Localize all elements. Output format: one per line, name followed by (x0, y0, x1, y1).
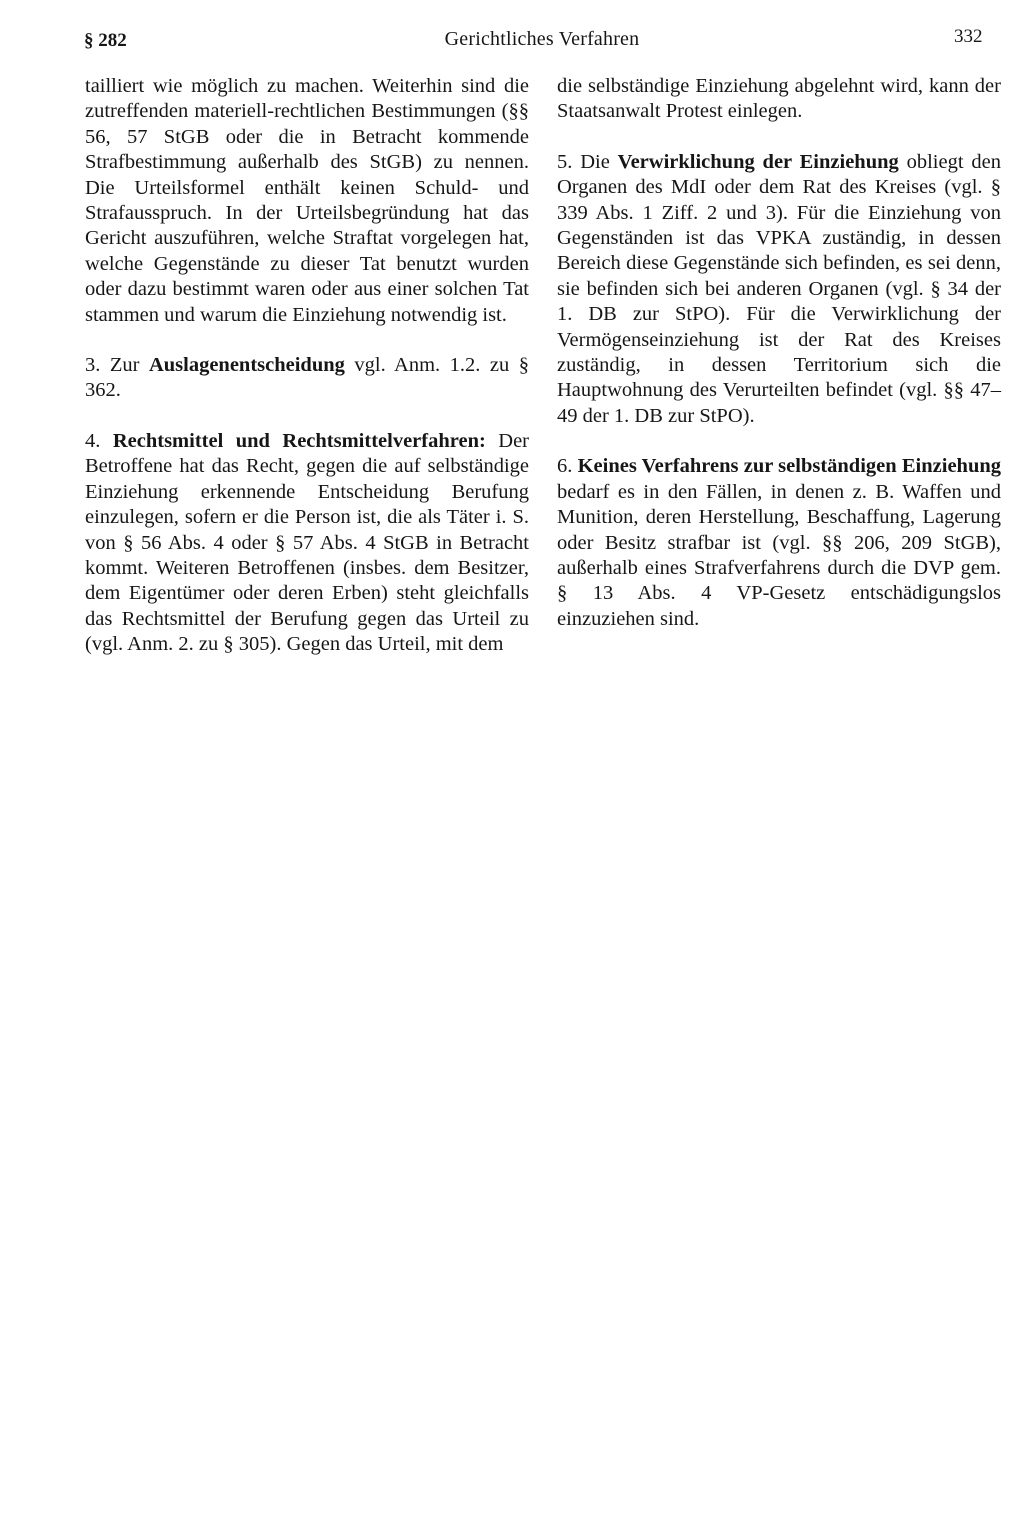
right-column (557, 74, 1001, 632)
paragraph-text: obliegt den Organen des MdI oder dem Rat des Kreises (vgl. § 339 Abs. 1 Ziff. 2 und 3). Für die Einziehung von Gegenständen ist das VPKA zuständig, in dessen Bereich diese Gegenstände sich befinden, es sei denn, sie befinden sich bei anderen Organen (vgl. § 34 der 1. DB zur StPO). Für die Verwirklichung der Vermögenseinziehung ist der Rat des Kreises zuständig, in dessen Territorium sich die Hauptwohnung des Verurteilten befindet (vgl. §§ 47–49 der 1. DB zur StPO). (557, 150, 1001, 427)
paragraph-number: 4. (85, 429, 113, 452)
paragraph-text: die selbständige Einziehung abgelehnt wird, kann der Staatsanwalt Protest einlegen. (557, 75, 1001, 123)
paragraph-heading: Keines Verfahrens zur selbständigen Einziehung (577, 455, 1001, 478)
paragraph-continuation (557, 74, 1001, 125)
paragraph-number: 6. (557, 455, 578, 478)
paragraph-heading: Rechtsmittel und Rechtsmittelverfahren: (112, 429, 486, 452)
paragraph-number: 3. Zur (85, 354, 149, 377)
paragraph-4 (85, 429, 529, 658)
running-title: Gerichtliches Verfahren (444, 28, 640, 50)
paragraph-6 (557, 454, 1001, 632)
page-number: 332 (954, 26, 983, 47)
paragraph-text: tailliert wie möglich zu machen. Weiterhin sind die zutreffenden materiell-rechtlichen Bestimmungen (§§ 56, 57 StGB oder die in Betracht kommende Strafbestimmung außerhalb des StGB) zu nennen. Die Urteilsformel enthält keinen Schuld- und Strafausspruch. In der Urteilsbegründung hat das Gericht auszuführen, welche Straftat vorgelegen hat, welche Gegenstände zu dieser Tat benutzt wurden oder dazu bestimmt waren oder aus einer solchen Tat stammen und warum die Einziehung notwendig ist. (85, 75, 529, 326)
paragraph-3 (85, 353, 529, 404)
left-column (85, 74, 529, 658)
paragraph-text: bedarf es in den Fällen, in denen z. B. Waffen und Munition, deren Herstellung, Beschaffung, Lagerung oder Besitz strafbar ist (vgl. §§ 206, 209 StGB), außerhalb eines Strafverfahrens durch die DVP gem. § 13 Abs. 4 VP-Gesetz entschädigungslos einzuziehen sind. (557, 480, 1001, 630)
paragraph-number: 5. Die (557, 150, 618, 173)
paragraph-continuation (85, 74, 529, 328)
page-header (0, 24, 1024, 58)
paragraph-5 (557, 150, 1001, 429)
paragraph-text: vgl. Anm. 1.2. zu § 362. (85, 354, 529, 402)
paragraph-text: Der Betroffene hat das Recht, gegen die auf selbständige Einziehung erkennende Entscheidung Berufung einzulegen, sofern er die Person ist, die als Täter i. S. von § 56 Abs. 4 oder § 57 Abs. 4 StGB in Betracht kommt. Weiteren Betroffenen (insbes. dem Besitzer, dem Eigentümer oder deren Erben) steht gleichfalls das Rechtsmittel der Berufung gegen das Urteil zu (vgl. Anm. 2. zu § 305). Gegen das Urteil, mit dem (85, 429, 530, 656)
section-reference: § 282 (84, 30, 127, 51)
paragraph-heading: Auslagenentscheidung (148, 354, 345, 377)
paragraph-heading: Verwirklichung der Einziehung (617, 150, 899, 173)
